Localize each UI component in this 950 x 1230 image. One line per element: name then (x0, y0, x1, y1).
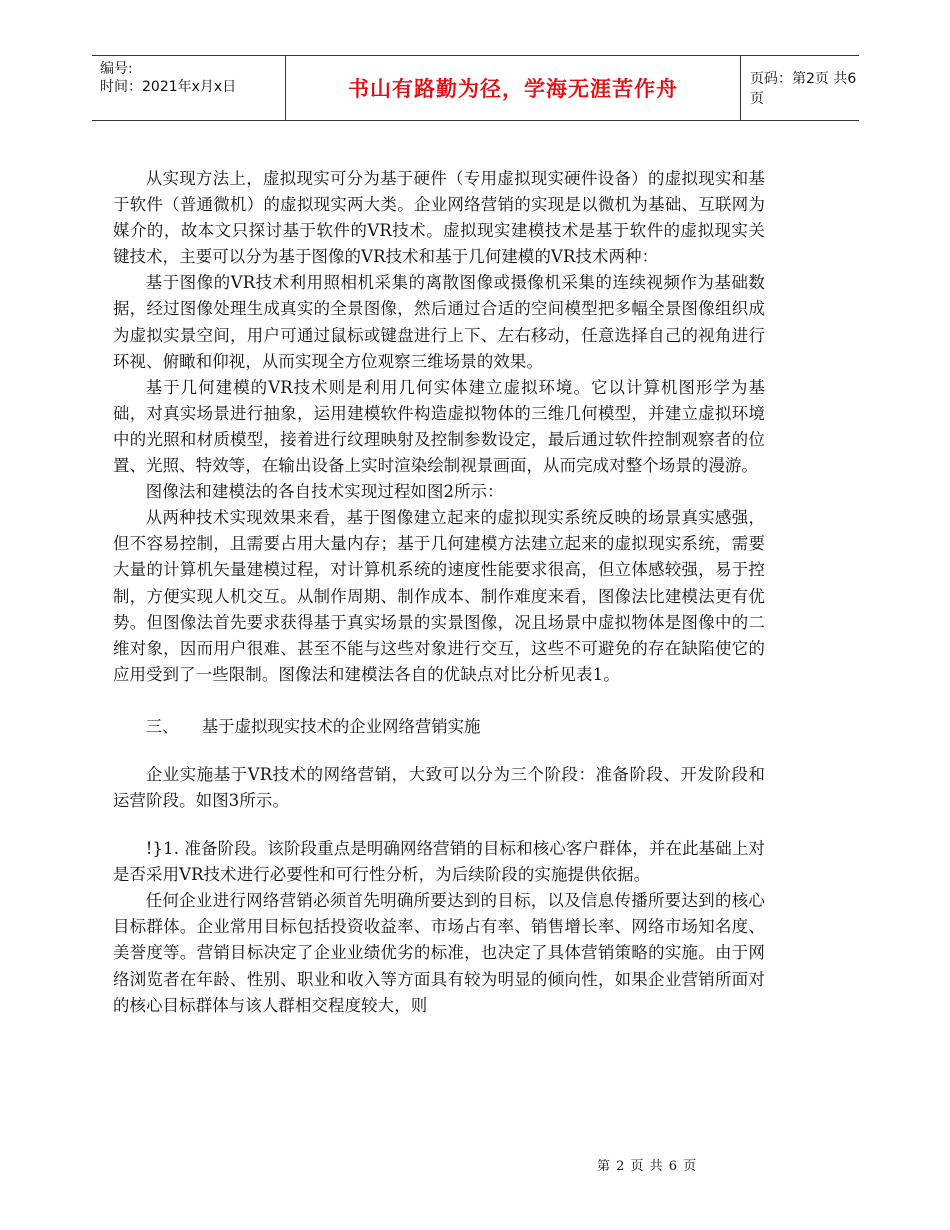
paragraph-preparation-stage: !}1. 准备阶段。该阶段重点是明确网络营销的目标和核心客户群体，并在此基础上对是否采用VR技术进行必要性和可行性分析，为后续阶段的实施提供依据。 (113, 839, 765, 885)
header-page-cell (741, 56, 859, 120)
document-body (113, 166, 765, 1019)
header-motto-cell (285, 56, 741, 120)
paragraph-image-based-vr: 基于图像的VR技术利用照相机采集的离散图像或摄像机采集的连续视频作为基础数据，经过图像处理生成真实的全景图像，然后通过合适的空间模型把多幅全景图像组织成为虚拟实景空间，用户可通过鼠标或键盘进行上下、左右移动，任意选择自己的视角进行环视、俯瞰和仰视，从而实现全方位观察三维场景的效果。 (113, 273, 765, 371)
section-number: 三、 (145, 716, 179, 736)
date-label: 时间：2021年x月x日 (100, 79, 237, 95)
paragraph-comparison: 从两种技术实现效果来看，基于图像建立起来的虚拟现实系统反映的场景真实感强，但不容易控制，且需要占用大量内存；基于几何建模方法建立起来的虚拟现实系统，需要大量的计算机矢量建模过程，对计算机系统的速度性能要求很高，但立体感较强，易于控制，方便实现人机交互。从制作周期、制作成本、制作难度来看，图像法比建模法更有优势。但图像法首先要求获得基于真实场景的实景图像，况且场景中虚拟物体是图像中的二维对象，因而用户很难、甚至不能与这些对象进行交互，这些不可避免的存在缺陷使它的应用受到了一些限制。图像法和建模法各自的优缺点对比分析见表1。 (113, 508, 765, 684)
paragraph-figure2-ref: 图像法和建模法的各自技术实现过程如图2所示： (145, 482, 504, 502)
paragraph-implementation-methods: 从实现方法上，虚拟现实可分为基于硬件（专用虚拟现实硬件设备）的虚拟现实和基于软件（普通微机）的虚拟现实两大类。企业网络营销的实现是以微机为基础、互联网为媒介的，故本文只探讨基于软件的VR技术。虚拟现实建模技术是基于软件的虚拟现实关键技术，主要可以分为基于图像的VR技术和基于几何建模的VR技术两种： (113, 169, 765, 267)
serial-label: 编号: (100, 61, 133, 77)
page-footer: 第 2 页 共 6 页 (597, 1159, 698, 1174)
section-heading-3 (113, 714, 765, 740)
paragraph-marketing-goals: 任何企业进行网络营销必须首先明确所要达到的目标，以及信息传播所要达到的核心目标群体。企业常用目标包括投资收益率、市场占有率、销售增长率、网络市场知名度、美誉度等。营销目标决定了企业业绩优劣的标准，也决定了具体营销策略的实施。由于网络浏览者在年龄、性别、职业和收入等方面具有较为明显的倾向性，如果企业营销所面对的核心目标群体与该人群相交程度较大，则 (113, 891, 765, 1015)
header-meta-cell (92, 56, 285, 120)
paragraph-geometry-based-vr: 基于几何建模的VR技术则是利用几何实体建立虚拟环境。它以计算机图形学为基础，对真实场景进行抽象，运用建模软件构造虚拟物体的三维几何模型，并建立虚拟环境中的光照和材质模型，接着进行纹理映射及控制参数设定，最后通过软件控制观察者的位置、光照、特效等，在输出设备上实时渲染绘制视景画面，从而完成对整个场景的漫游。 (113, 377, 765, 476)
paragraph-three-stages: 企业实施基于VR技术的网络营销，大致可以分为三个阶段：准备阶段、开发阶段和运营阶段。如图3所示。 (113, 764, 765, 810)
header-page-info: 页码：第2页 共6页 (750, 71, 857, 107)
header-motto: 书山有路勤为径，学海无涯苦作舟 (348, 77, 678, 101)
section-title: 基于虚拟现实技术的企业网络营销实施 (201, 716, 481, 736)
page-header (92, 55, 859, 121)
